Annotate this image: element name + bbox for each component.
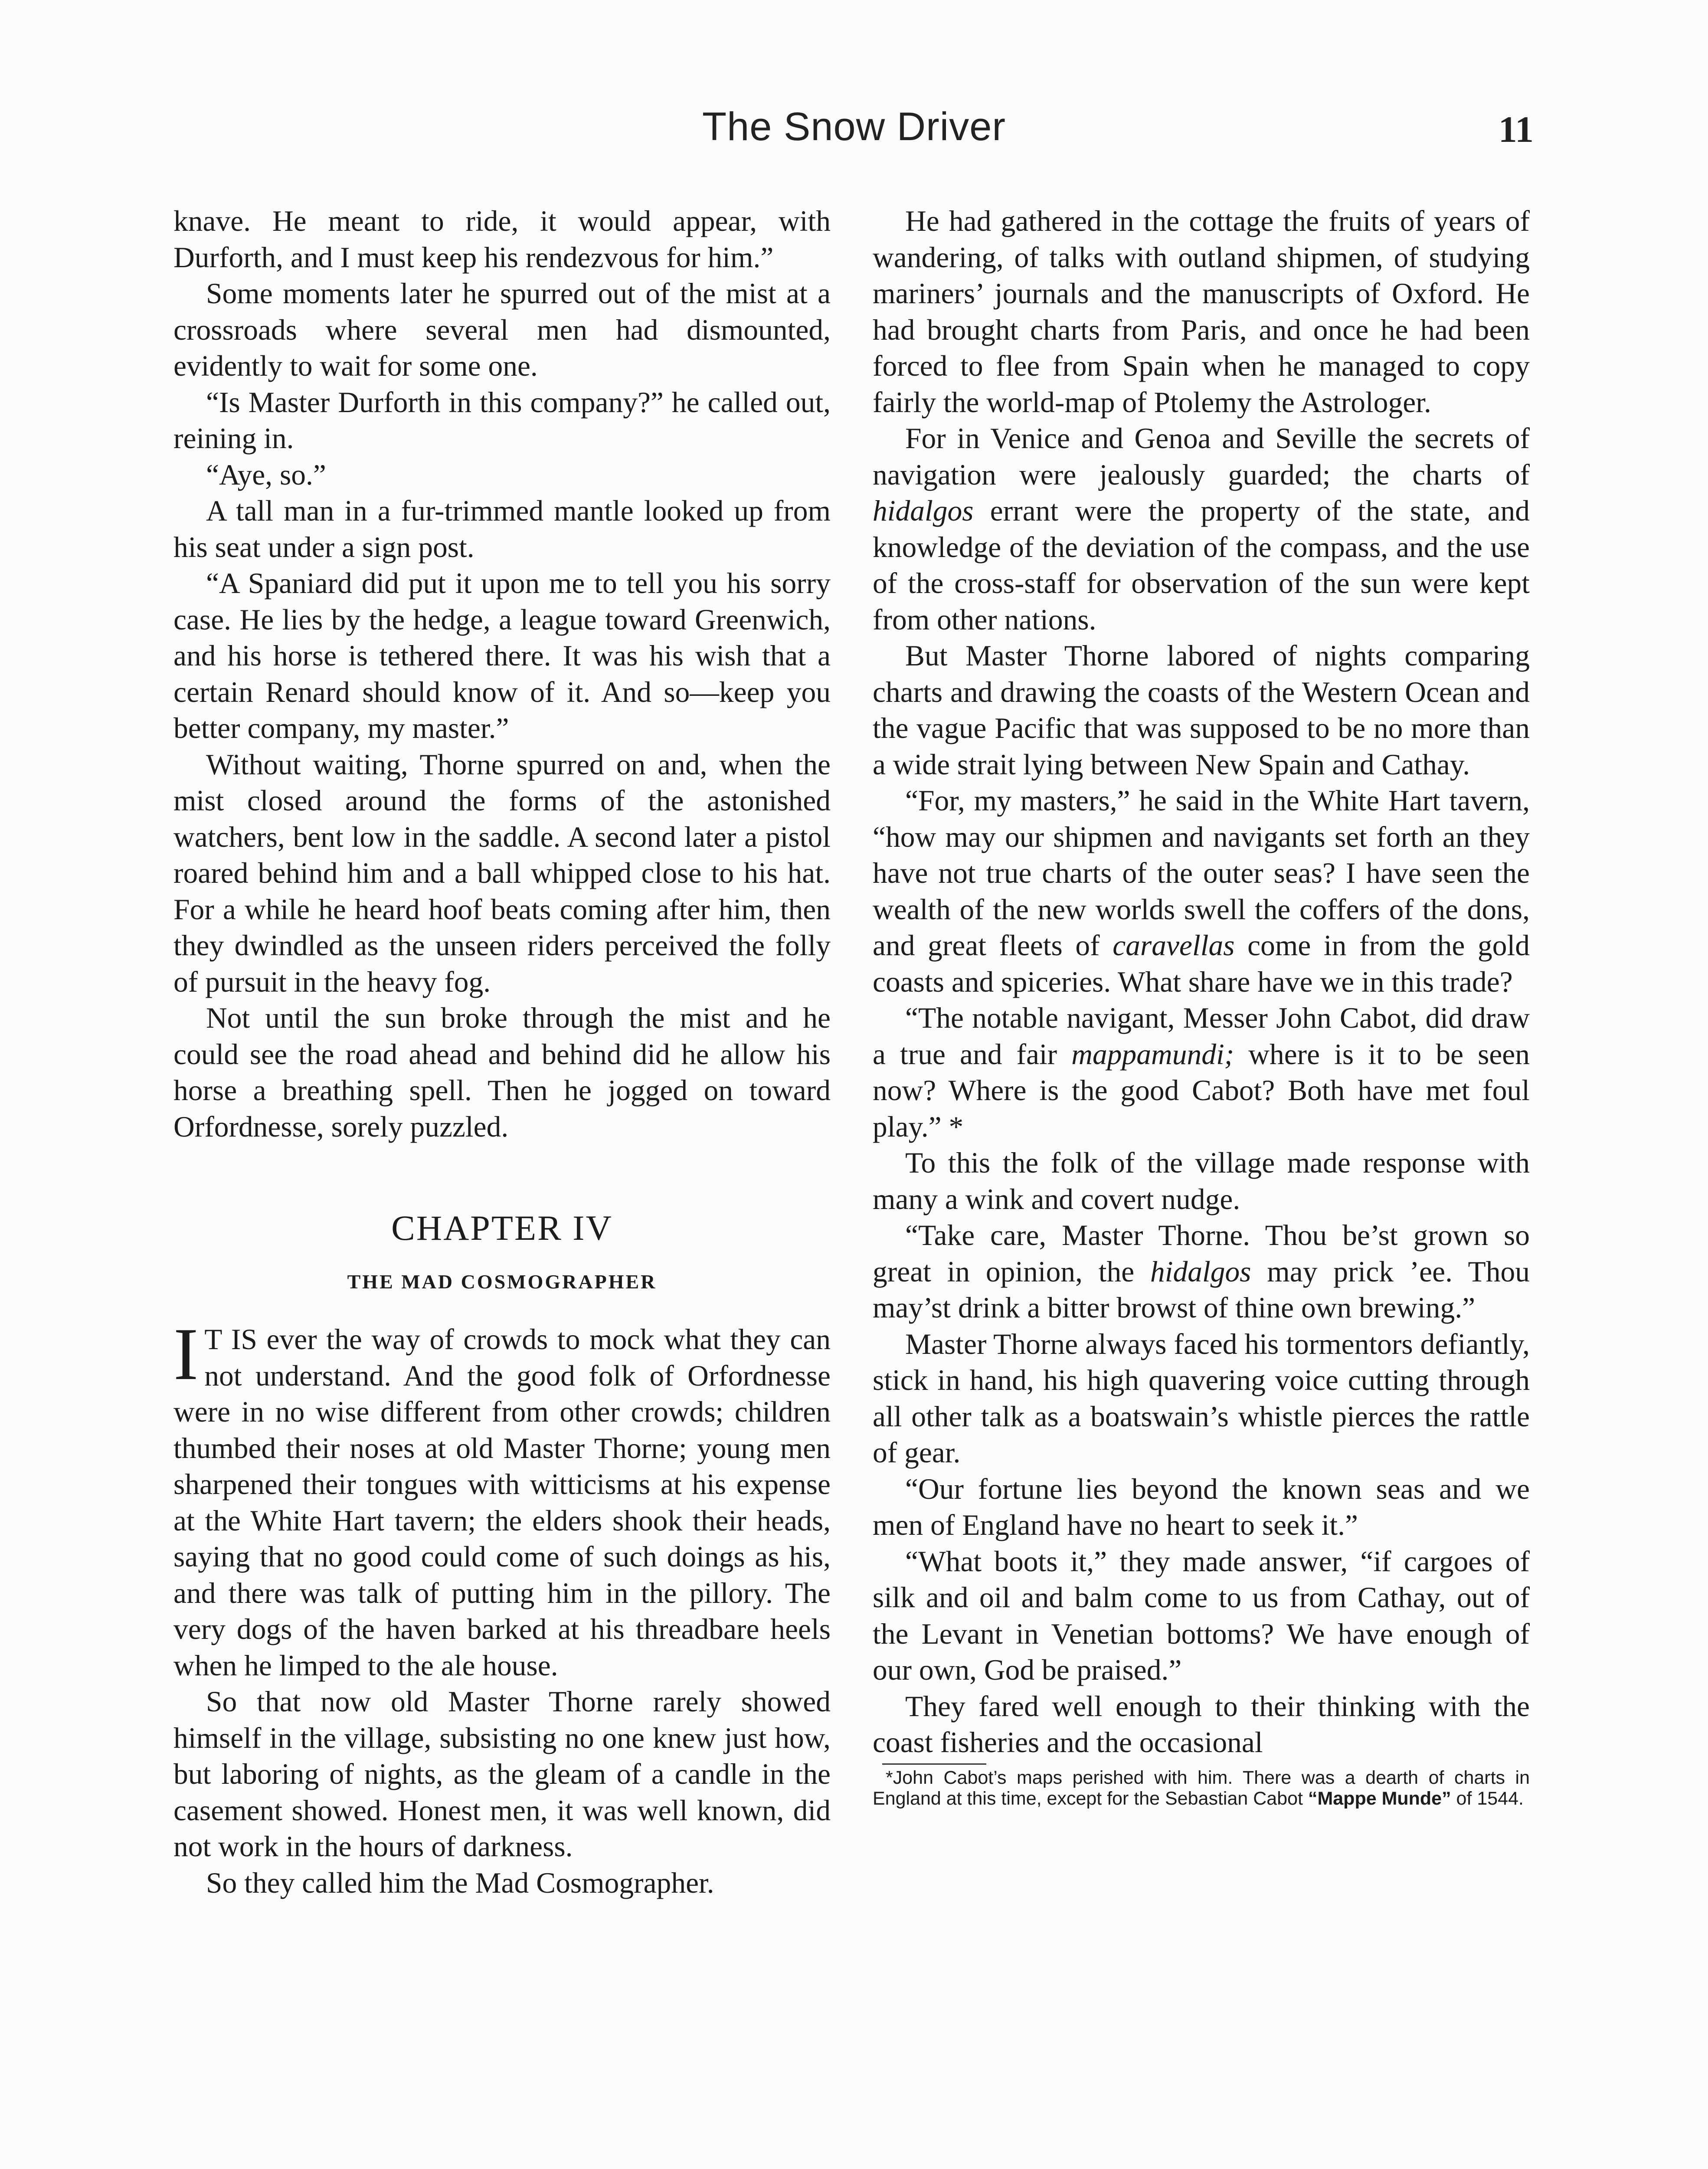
drop-cap: I: [173, 1313, 199, 1396]
paragraph: Some moments later he spurred out of the mist at a crossroads where several men had dismounted, evidently to wait for some one.: [173, 277, 831, 382]
paragraph: He had gathered in the cottage the fruits of years of wandering, of talks with outland shipmen, of studying mariners’ journals and the manuscripts of Oxford. He had brought charts from Paris, and once he had been forced to flee from Spain when he managed to copy fairly the world-map of Ptolemy the Astrologer.: [873, 205, 1530, 419]
chapter-subtitle: THE MAD COSMOGRAPHER: [347, 1270, 657, 1293]
text-run: *John Cabot’s maps perished with him. There was a dearth of charts in England at this time, except for the Sebastian Cabot: [873, 1767, 1530, 1809]
text-run: “Mappe Munde”: [1308, 1788, 1451, 1809]
italic-term: hidalgos: [1150, 1255, 1251, 1288]
paragraph: “Our fortune lies beyond the known seas and we men of England have no heart to seek it.”: [873, 1472, 1530, 1541]
paragraph: “A Spaniard did put it upon me to tell you his sorry case. He lies by the hedge, a league toward Greenwich, and his horse is tethered there. It was his wish that a certain Renard should know of it. And so—keep you better company, my master.”: [173, 567, 831, 744]
italic-term: hidalgos: [873, 495, 974, 527]
paragraph: “What boots it,” they made answer, “if cargoes of silk and oil and balm come to us from Cathay, out of the Levant in Venetian bottoms? We have enough of our own, God be praised.”: [873, 1545, 1530, 1686]
paragraph: To this the folk of the village made response with many a wink and covert nudge.: [873, 1147, 1530, 1216]
paragraph: Without waiting, Thorne spurred on and, when the mist closed around the forms of the astonished watchers, bent low in the saddle. A second later a pistol roared behind him and a ball whipped close to his hat. For a while he heard hoof beats coming after him, then they dwindled as the unseen riders perceived the folly of pursuit in the heavy fog.: [173, 748, 831, 998]
paragraph: Master Thorne always faced his tormentors defiantly, stick in hand, his high quavering voice cutting through all other talk as a boatswain’s whistle pierces the rattle of gear.: [873, 1327, 1530, 1469]
text-run: where is it to be seen now? Where is the good Cabot? Both have met foul play.” *: [873, 1038, 1530, 1143]
italic-term: mappamundi;: [1071, 1038, 1234, 1071]
text-run: may prick ’ee. Thou may’st drink a bitter browst of thine own brewing.”: [873, 1255, 1530, 1324]
text-run: errant were the property of the state, and knowledge of the deviation of the compass, and the use of the cross-staff for observation of the sun were kept from other nations.: [873, 495, 1530, 636]
paragraph: But Master Thorne labored of nights comparing charts and drawing the coasts of the Western Ocean and the vague Pacific that was supposed to be no more than a wide strait lying between New Spain and Cathay.: [873, 639, 1530, 781]
text-run: “Take care, Master Thorne. Thou be’st grown so great in opinion, the: [873, 1219, 1530, 1288]
paragraph: [873, 420, 1530, 638]
opening-text: T IS ever the way of crowds to mock what they can not understand. And the good folk of Orfordnesse were in no wise different from other crowds; children thumbed their noses at old Master Thorne; young men sharpened their tongues with witticisms at his expense at the White Hart tavern; the elders shook their heads, saying that no good could come of such doings as his, and there was talk of putting him in the pillory. The very dogs of the haven barked at his threadbare heels when he limped to the ale house.: [173, 1323, 831, 1682]
paragraph: A tall man in a fur-trimmed mantle looked up from his seat under a sign post.: [173, 495, 831, 564]
footnote: [873, 1767, 1530, 1809]
text-run: “For, my masters,” he said in the White Hart tavern, “how may our shipmen and navigants set forth an they have not true charts of the outer seas? I have seen the wealth of the new worlds swell the coffers of the dons, and great fleets of: [873, 784, 1530, 962]
paragraph: knave. He meant to ride, it would appear, with Durforth, and I must keep his rendezvous for him.”: [173, 205, 831, 274]
right-column: [873, 203, 1530, 1809]
italic-term: caravellas: [1112, 929, 1235, 962]
paragraph: Not until the sun broke through the mist and he could see the road ahead and behind did he allow his horse a breathing spell. Then he jogged on toward Orfordnesse, sorely puzzled.: [173, 1002, 831, 1143]
text-run: For in Venice and Genoa and Seville the secrets of navigation were jealously guarded; the charts of: [873, 422, 1530, 491]
paragraph: [873, 1000, 1530, 1145]
text-run: of 1544.: [1451, 1788, 1524, 1809]
paragraph: [873, 783, 1530, 1000]
paragraph: [873, 1217, 1530, 1326]
running-title: The Snow Driver: [702, 105, 1006, 149]
paragraph: So that now old Master Thorne rarely showed himself in the village, subsisting no one knew just how, but laboring of nights, as the gleam of a candle in the casement showed. Honest men, it was well known, did not work in the hours of darkness.: [173, 1685, 831, 1863]
footnote-rule: [882, 1763, 986, 1765]
paragraph: They fared well enough to their thinking with the coast fisheries and the occasional: [873, 1690, 1530, 1759]
page-number: 11: [1498, 108, 1534, 150]
paragraph: So they called him the Mad Cosmographer.: [206, 1866, 714, 1899]
paragraph: “Is Master Durforth in this company?” he called out, reining in.: [173, 386, 831, 455]
left-column: [173, 203, 831, 1901]
text-run: come in from the gold coasts and spiceries. What share have we in this trade?: [873, 929, 1530, 998]
opening-paragraph: [173, 1313, 831, 1684]
paragraph: “Aye, so.”: [206, 458, 326, 491]
text-run: “The notable navigant, Messer John Cabot, did draw a true and fair: [873, 1002, 1530, 1071]
chapter-title: CHAPTER IV: [391, 1208, 613, 1248]
